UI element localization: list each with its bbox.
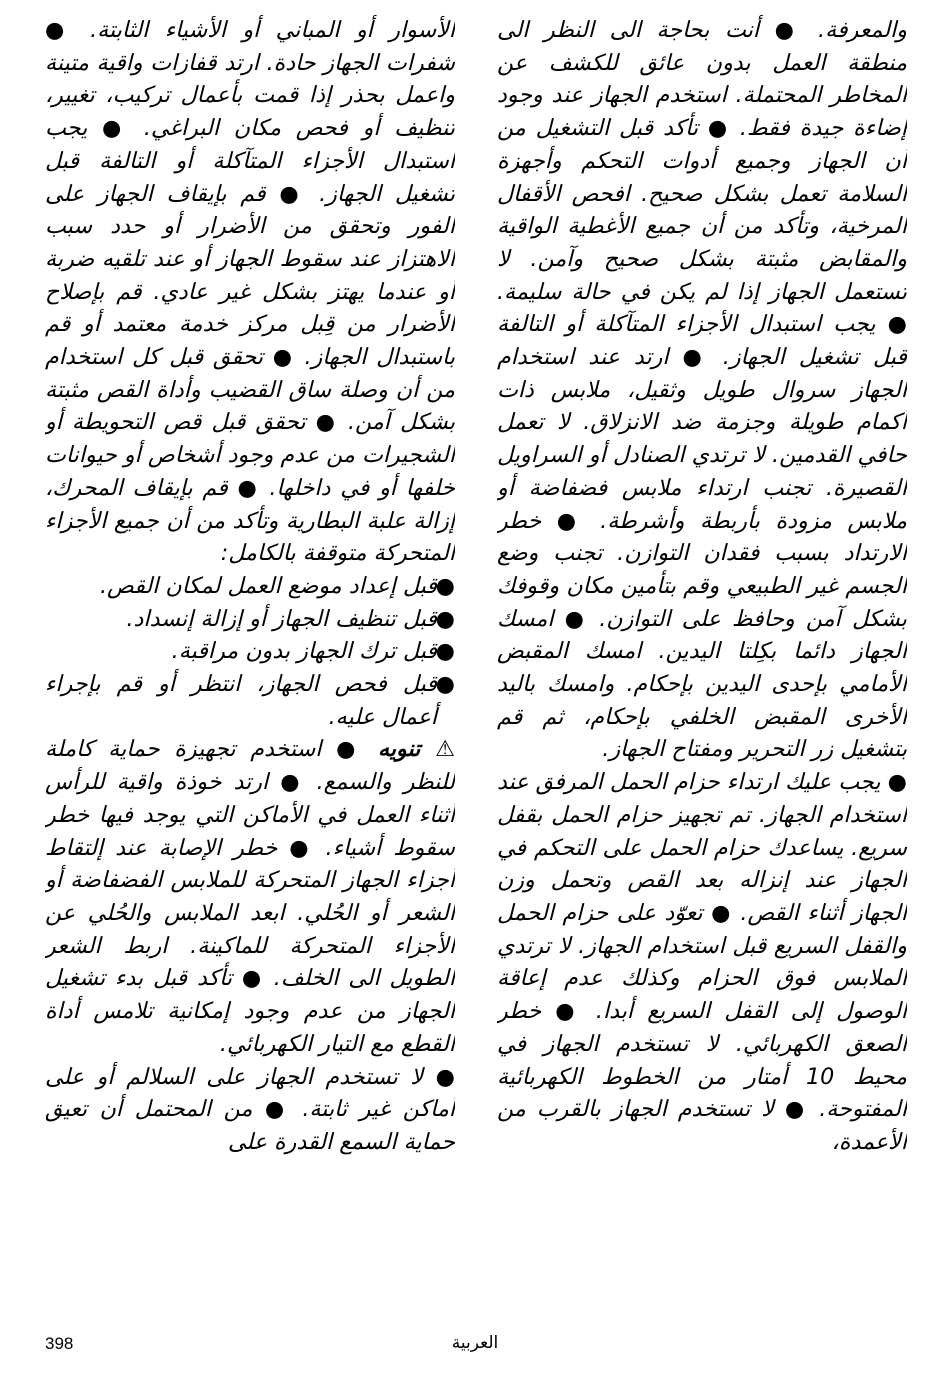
list-item-text: قبل تنظيف الجهاز أو إزالة إنسداد.	[126, 605, 437, 632]
list-item-text: قبل فحص الجهاز، انتظر أو قم بإجراء أعمال عليه.	[45, 671, 437, 730]
list-item	[45, 635, 455, 668]
list-item	[45, 570, 455, 603]
list-item	[45, 603, 455, 636]
list-item-text: قبل ترك الجهاز بدون مراقبة.	[171, 638, 437, 665]
warning-title: تنويه	[377, 736, 421, 763]
bullet-icon: ●	[435, 605, 455, 632]
bullet-icon: ●	[435, 638, 455, 665]
right-column-paragraph-2: ● يجب عليك ارتداء حزام الحمل المرفق عند استخدام الجهاز. تم تجهيز حزام الحمل بقفل سريع. يساعدك حزام الحمل على التحكم في الجهاز عند إنزاله بعد القص وتحمل وزن الجهاز أثناء القص. ● تعوّد على حزام الحمل والقفل السريع قبل استخدام الجهاز. لا ترتدي الملابس فوق الحزام وكذلك عدم إعاقة الوصول إلى القفل السريع أبدا. ● خطر الصعق الكهربائي. لا تستخدم الجهاز في محيط 10 أمتار من الخطوط الكهربائية المفتوحة. ● لا تستخدم الجهاز بالقرب من الأعمدة،	[497, 769, 907, 1155]
left-column-paragraph-3: ● لا تستخدم الجهاز على السلالم أو على أماكن غير ثابتة. ● من المحتمل أن تعيق حماية السمع القدرة على	[45, 1063, 455, 1155]
bullet-icon: ●	[435, 671, 455, 698]
warning-paragraph	[45, 733, 455, 1060]
right-text-column	[497, 14, 907, 1330]
list-item-text: قبل إعداد موضع العمل لمكان القص.	[100, 572, 437, 599]
warning-text: ● استخدم تجهيزة حماية كاملة للنظر والسمع. ● ارتد خوذة واقية للرأس أثناء العمل في الأماكن التي يوجد فيها خطر سقوط أشياء. ● خطر الإصابة عند إلتقاط أجزاء الجهاز المتحركة للملابس الفضفاضة أو الشعر أو الحُلي. ابعد الملابس والحُلي عن الأجزاء المتحركة للماكينة. اربط الشعر الطويل الى الخلف. ● تأكد قبل بدء تشغيل الجهاز من عدم وجود إمكانية تلامس أداة القطع مع التيار الكهربائي.	[45, 736, 455, 1057]
right-column-paragraph-1: والمعرفة. ● أنت بحاجة الى النظر الى منطقة العمل بدون عائق للكشف عن المخاطر المحتملة. استخدم الجهاز عند وجود إضاءة جيدة فقط. ● تأكد قبل التشغيل من أن الجهاز وجميع أدوات التحكم وأجهزة السلامة تعمل بشكل صحيح. افحص الأقفال المرخية، وتأكد من أن جميع الأغطية الواقية والمقابض مثبتة بشكل صحيح وآمن. لا تستعمل الجهاز إذا لم يكن في حالة سليمة. ● يجب استبدال الأجزاء المتآكلة أو التالفة قبل تشغيل الجهاز. ● ارتد عند استخدام الجهاز سروال طويل وثقيل، ملابس ذات أكمام طويلة وجزمة ضد الانزلاق. لا تعمل حافي القدمين. لا ترتدي الصنادل أو السراويل القصيرة. تجنب ارتداء ملابس فضفاضة أو ملابس مزودة بأربطة وأشرطة. ● خطر الارتداد بسبب فقدان التوازن. تجنب وضع الجسم غير الطبيعي وقم بتأمين مكان وقوفك بشكل آمن وحافظ على التوازن. ● امسك الجهاز دائما بكِلتا اليدين. امسك المقبض الأمامي بإحدى اليدين بإحكام. وامسك باليد الأخرى المقبض الخلفي بإحكام، ثم قم بتشغيل زر التحرير ومفتاح الجهاز.	[497, 17, 907, 763]
footer-language-label: العربية	[451, 1333, 499, 1353]
left-text-column	[45, 14, 455, 1330]
warning-icon: ⚠	[435, 736, 455, 763]
left-column-paragraph-1: الأسوار أو المباني أو الأشياء الثابتة. ● شفرات الجهاز حادة. ارتد قفازات واقية متينة واعمل بحذر إذا قمت بأعمال تركيب، تغيير، تنظيف أو فحص مكان البراغي. ● يجب استبدال الأجزاء المتآكلة أو التالفة قبل تشغيل الجهاز. ● قم بإيقاف الجهاز على الفور وتحقق من الأضرار أو حدد سبب الاهتزاز عند سقوط الجهاز أو عند تلقيه ضربة أو عندما يهتز بشكل غير عادي. قم بإصلاح الأضرار من قِبل مركز خدمة معتمد أو قم باستبدال الجهاز. ● تحقق قبل كل استخدام من أن وصلة ساق القضيب وأداة القص مثبتة بشكل آمن. ● تحقق قبل قص التحويطة أو الشجيرات من عدم وجود أشخاص أو حيوانات خلفها أو في داخلها. ● قم بإيقاف المحرك، إزالة علبة البطارية وتأكد من أن جميع الأجزاء المتحركة متوقفة بالكامل:	[45, 17, 455, 567]
bullet-icon: ●	[435, 572, 455, 599]
page-number: 398	[45, 1334, 74, 1353]
list-item	[45, 668, 455, 733]
